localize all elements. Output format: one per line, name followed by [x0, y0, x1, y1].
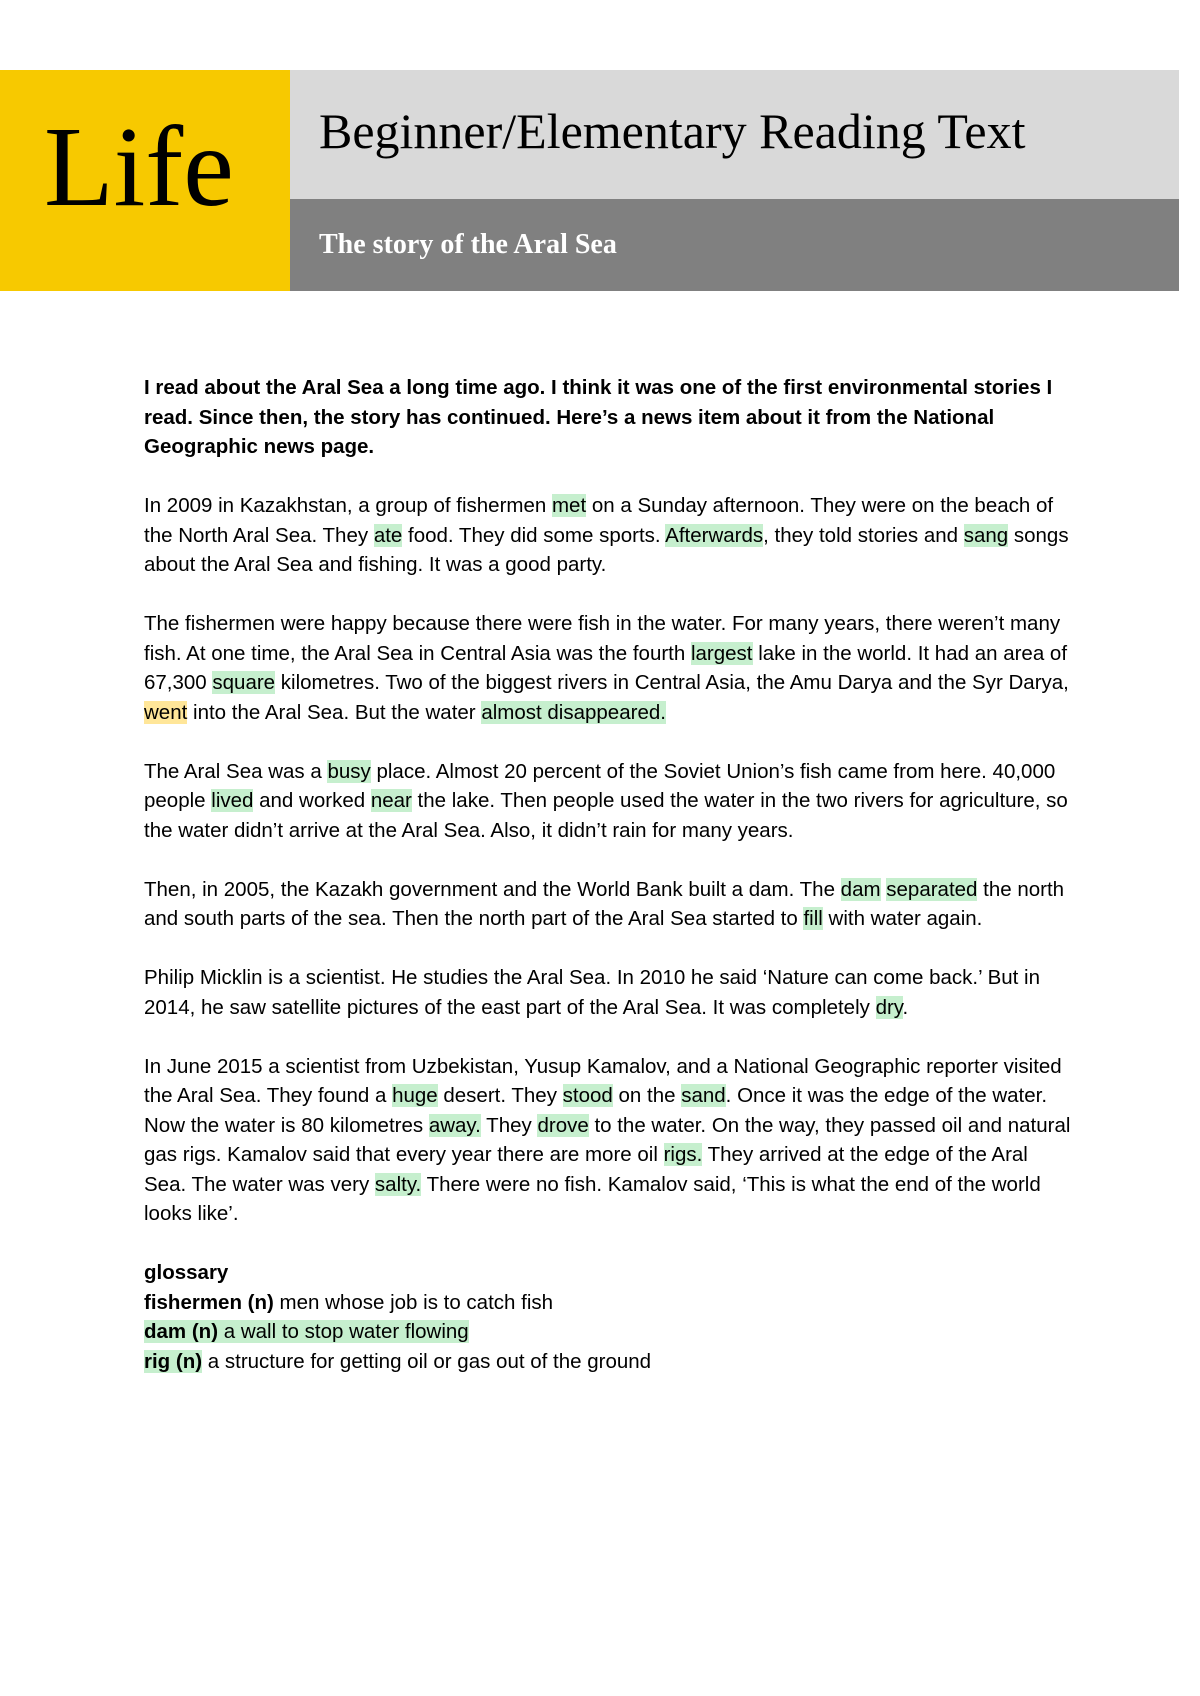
glossary-entry: [144, 1317, 1074, 1347]
life-logo-box: [0, 70, 290, 291]
text-segment: .: [902, 995, 909, 1019]
vocab-highlight: square: [212, 671, 276, 694]
text-segment: with water again.: [822, 907, 983, 930]
text-segment: In June 2015 a scientist from Uzbekistan, Yusup Kamalov, and a National Geographic reporter visited the Aral Sea. They found a: [144, 1054, 1062, 1107]
vocab-highlight: rigs.: [663, 1143, 703, 1166]
intro-paragraph: I read about the Aral Sea a long time ago. I think it was one of the first environmental stories I read. Since then, the story has continued. Here’s a news item about it from the National Geographic news page.: [144, 376, 1053, 458]
vocab-highlight: almost disappeared.: [481, 700, 666, 724]
glossary: [144, 1258, 1074, 1376]
vocab-highlight: met: [551, 494, 587, 517]
text-segment: the north and south parts of the sea. Then the north part of the Aral Sea started to: [144, 877, 1065, 930]
text-segment: . Once it was the edge of the water. Now the water is 80 kilometres: [144, 1084, 1048, 1137]
paragraph-4: [144, 875, 1074, 934]
vocab-highlight: salty.: [374, 1172, 422, 1196]
yellow-highlight: went: [144, 700, 188, 724]
text-segment: The fishermen were happy because there were fish in the water. For many years, there weren’t many fish. At one time, the Aral Sea in Central Asia was the fourth: [144, 612, 1061, 665]
title-bar: [290, 70, 1179, 199]
vocab-highlight: dam: [840, 877, 881, 901]
paragraph-1: [144, 491, 1074, 580]
glossary-term: rig (n): [144, 1349, 203, 1373]
vocab-highlight: sang: [963, 523, 1009, 547]
vocab-highlight: busy: [327, 759, 371, 783]
glossary-definition: a wall to stop water flowing: [218, 1320, 469, 1343]
glossary-entry: [144, 1288, 1074, 1318]
text-segment: Then, in 2005, the Kazakh government and the World Bank built a dam. The: [144, 877, 841, 901]
reading-text: [144, 373, 1074, 1376]
text-segment: lake in the world. It had an area of 67,300: [144, 641, 1068, 694]
text-segment: food. They did some sports.: [402, 523, 666, 547]
text-segment: on a Sunday afternoon. They were on the beach of the North Aral Sea. They: [144, 494, 1054, 547]
glossary-title: glossary: [144, 1261, 229, 1284]
life-logo: Life: [44, 103, 234, 230]
vocab-highlight: fill: [803, 907, 823, 930]
text-segment: into the Aral Sea. But the water: [187, 700, 482, 724]
document-header: [0, 70, 1179, 291]
text-segment: There were no fish. Kamalov said, ‘This is what the end of the world looks like’.: [144, 1172, 1041, 1225]
vocab-highlight: away.: [428, 1113, 481, 1137]
page-subtitle: The story of the Aral Sea: [319, 229, 617, 260]
glossary-term: fishermen (n): [144, 1290, 274, 1314]
text-segment: kilometres. Two of the biggest rivers in Central Asia, the Amu Darya and the Syr Darya,: [275, 671, 1069, 694]
text-segment: to the water. On the way, they passed oil and natural gas rigs. Kamalov said that every year there are more oil: [144, 1113, 1071, 1166]
glossary-term: dam (n): [144, 1320, 219, 1343]
vocab-highlight: stood: [562, 1084, 613, 1107]
text-segment: the lake. Then people used the water in the two rivers for agriculture, so the water didn’t arrive at the Aral Sea. Also, it didn’t rain for many years.: [144, 789, 1068, 842]
paragraph-5: [144, 963, 1074, 1022]
vocab-highlight: drove: [537, 1113, 589, 1137]
text-segment: , they told stories and: [763, 523, 964, 547]
vocab-highlight: sand: [681, 1084, 726, 1107]
vocab-highlight: lived: [211, 789, 254, 812]
text-segment: Philip Micklin is a scientist. He studies the Aral Sea. In 2010 he said ‘Nature can come back.’ But in 2014, he saw satellite pictures of the east part of the Aral Sea. It was completely: [144, 966, 1040, 1019]
glossary-definition: a structure for getting oil or gas out of the ground: [202, 1349, 652, 1373]
text-segment: desert. They: [437, 1084, 563, 1107]
glossary-entry: [144, 1347, 1074, 1377]
text-segment: In 2009 in Kazakhstan, a group of fishermen: [144, 494, 552, 517]
text-segment: songs about the Aral Sea and fishing. It was a good party.: [144, 523, 1069, 576]
vocab-highlight: Afterwards: [665, 523, 764, 547]
subtitle-bar: [290, 199, 1179, 291]
glossary-definition: men whose job is to catch fish: [273, 1290, 554, 1314]
text-segment: and worked: [253, 789, 371, 812]
paragraph-6: [144, 1052, 1074, 1229]
text-segment: The Aral Sea was a: [144, 759, 328, 783]
paragraph-3: [144, 757, 1074, 846]
paragraph-2: [144, 609, 1074, 727]
text-segment: on the: [612, 1084, 682, 1107]
vocab-highlight: ate: [373, 523, 403, 547]
vocab-highlight: largest: [690, 641, 753, 665]
vocab-highlight: separated: [886, 877, 978, 901]
vocab-highlight: huge: [392, 1084, 438, 1107]
vocab-highlight: near: [370, 789, 412, 812]
vocab-highlight: dry: [875, 995, 903, 1019]
text-segment: They arrived at the edge of the Aral Sea. The water was very: [144, 1143, 1028, 1196]
page-title: Beginner/Elementary Reading Text: [319, 103, 1026, 159]
text-segment: place. Almost 20 percent of the Soviet Union’s fish came from here. 40,000 people: [144, 759, 1056, 812]
text-segment: They: [480, 1113, 538, 1137]
